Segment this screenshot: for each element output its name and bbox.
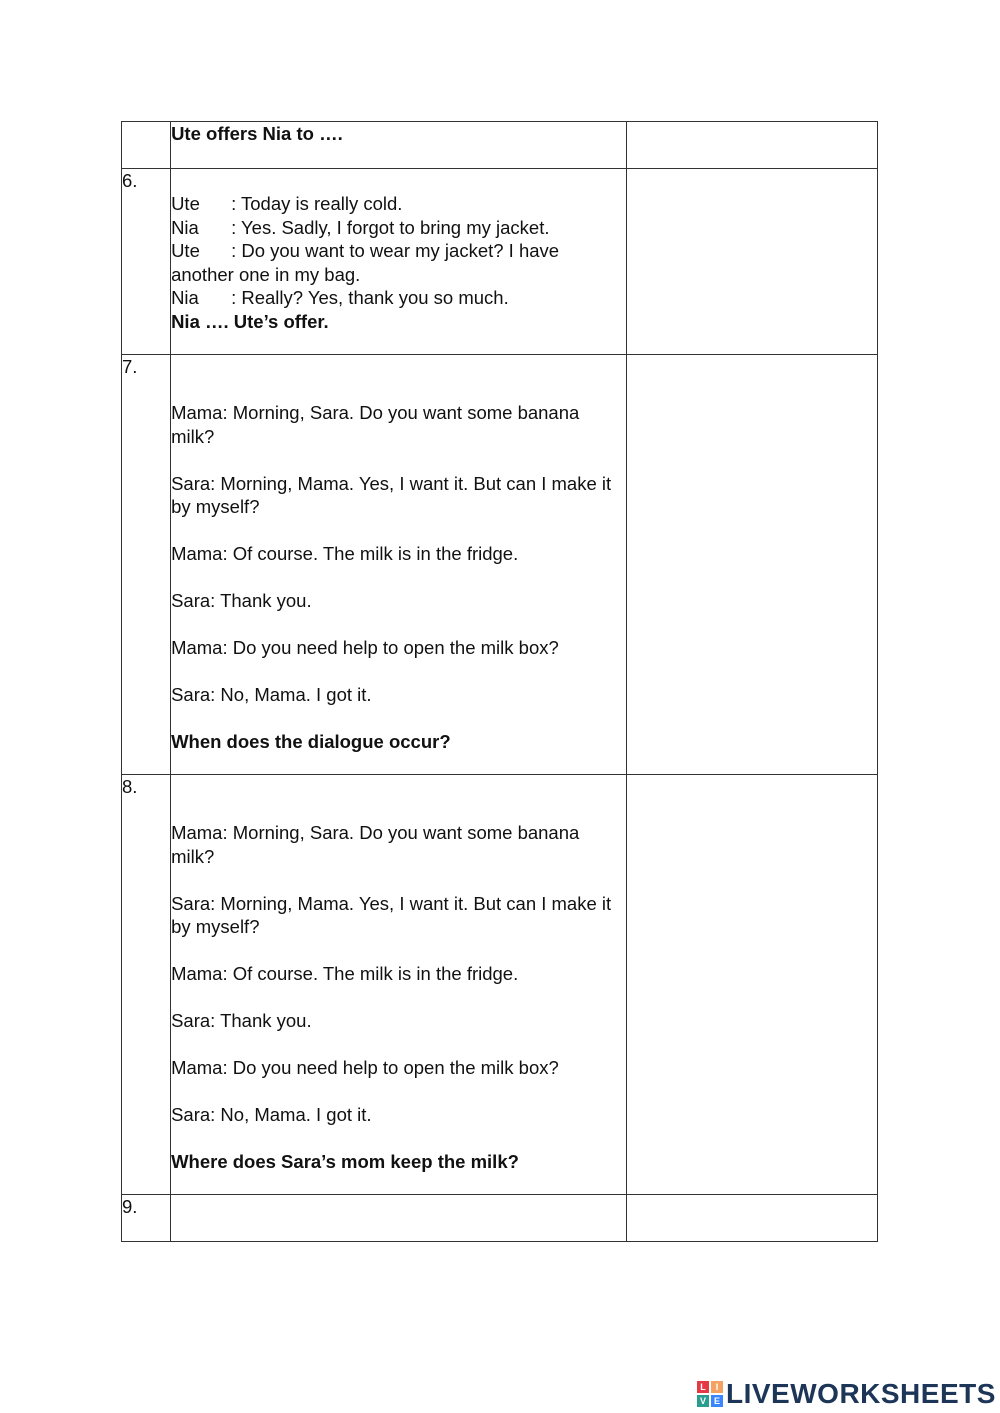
question-number: [122, 122, 171, 169]
dialogue-text: : Do you want to wear my jacket? I have: [231, 240, 560, 261]
logo-tile: L: [697, 1381, 709, 1393]
question-cell: [171, 1195, 627, 1242]
dialogue-text: : Yes. Sadly, I forgot to bring my jacket.: [231, 216, 550, 238]
logo-tile: I: [711, 1381, 723, 1393]
logo-tile: E: [711, 1395, 723, 1407]
question-prompt: Where does Sara’s mom keep the milk?: [171, 1151, 519, 1172]
answer-cell[interactable]: [626, 169, 877, 355]
question-prompt: When does the dialogue occur?: [171, 731, 451, 752]
speaker-name: Ute: [171, 193, 200, 214]
speaker-name: Ute: [171, 240, 200, 261]
dialogue-line: [171, 192, 626, 216]
dialogue-paragraph: Mama: Do you need help to open the milk box?: [171, 1057, 559, 1078]
answer-cell[interactable]: [626, 355, 877, 775]
answer-cell[interactable]: [626, 1195, 877, 1242]
table-row: [122, 1195, 878, 1242]
dialogue-line: [171, 239, 626, 263]
dialogue-text: : Today is really cold.: [231, 193, 403, 214]
dialogue-paragraph: Sara: Morning, Mama. Yes, I want it. But can I make it by myself?: [171, 892, 612, 937]
dialogue-continuation: another one in my bag.: [171, 263, 361, 285]
answer-cell[interactable]: [626, 775, 877, 1195]
question-prompt: Nia …. Ute’s offer.: [171, 310, 329, 332]
question-number: 8.: [122, 775, 171, 1195]
dialogue-line: [171, 216, 626, 240]
table-row: [122, 775, 878, 1195]
dialogue-line: [171, 286, 626, 310]
question-cell: [171, 775, 627, 1195]
dialogue-paragraph: Mama: Morning, Sara. Do you want some banana milk?: [171, 402, 580, 447]
speaker-name: Nia: [171, 216, 199, 238]
dialogue-paragraph: Sara: No, Mama. I got it.: [171, 684, 372, 705]
logo-text: LIVEWORKSHEETS: [726, 1378, 996, 1409]
question-prompt: Ute offers Nia to ….: [171, 123, 343, 144]
dialogue-paragraph: Sara: Morning, Mama. Yes, I want it. But can I make it by myself?: [171, 472, 612, 517]
logo-tile: V: [697, 1395, 709, 1407]
table-row: [122, 169, 878, 355]
dialogue-text: : Really? Yes, thank you so much.: [231, 287, 509, 308]
question-number: 6.: [122, 169, 171, 355]
table-row: [122, 355, 878, 775]
dialogue-paragraph: Mama: Do you need help to open the milk box?: [171, 637, 559, 658]
question-number: 9.: [122, 1195, 171, 1242]
answer-cell[interactable]: [626, 122, 877, 169]
logo-icon: [697, 1381, 723, 1407]
speaker-name: Nia: [171, 287, 199, 308]
dialogue-paragraph: Mama: Morning, Sara. Do you want some banana milk?: [171, 822, 580, 867]
dialogue-paragraph: Mama: Of course. The milk is in the fridge.: [171, 963, 519, 984]
dialogue-paragraph: Mama: Of course. The milk is in the fridge.: [171, 543, 519, 564]
dialogue-paragraph: Sara: Thank you.: [171, 590, 312, 611]
dialogue-paragraph: Sara: No, Mama. I got it.: [171, 1104, 372, 1125]
question-number: 7.: [122, 355, 171, 775]
question-cell: [171, 355, 627, 775]
liveworksheets-logo: [697, 1377, 996, 1411]
worksheet-table: [121, 121, 878, 1242]
table-row: [122, 122, 878, 169]
question-cell: [171, 122, 627, 169]
dialogue-paragraph: Sara: Thank you.: [171, 1010, 312, 1031]
question-cell: [171, 169, 627, 355]
